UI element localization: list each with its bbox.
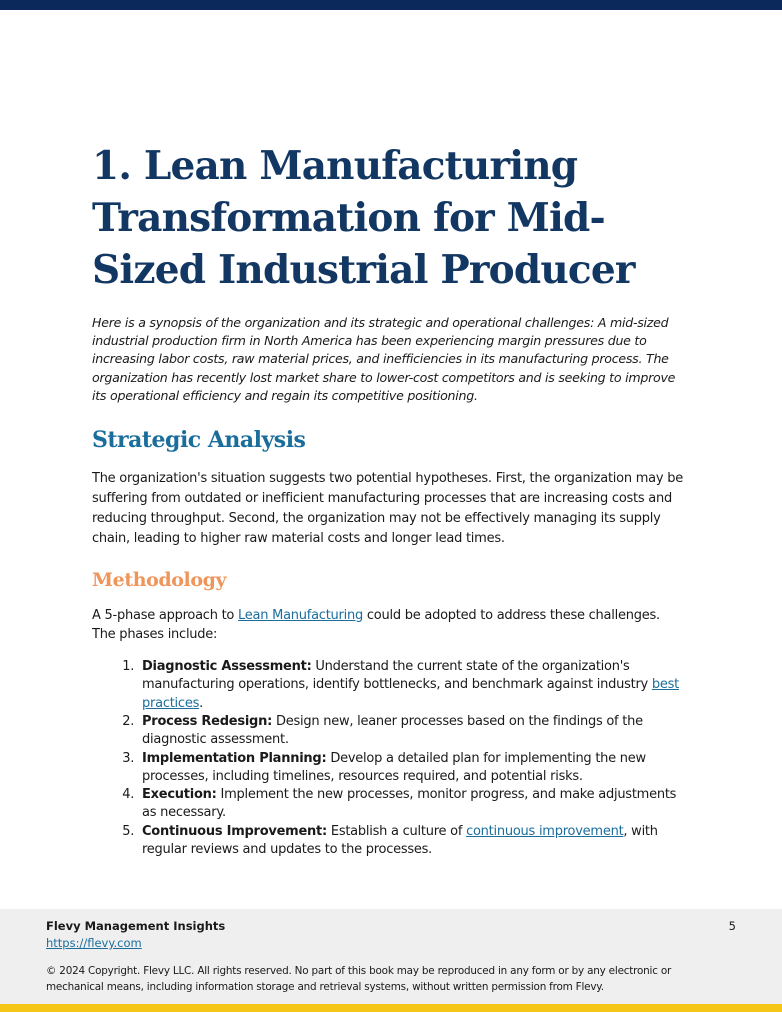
page-footer xyxy=(0,909,782,1004)
top-accent-bar xyxy=(0,0,782,10)
methodology-intro-text: A 5-phase approach to xyxy=(92,608,238,624)
synopsis-text: Here is a synopsis of the organization and its strategic and operational challenges: A mid-sized industrial production firm in North America has been experiencing margin pressures due to increasing labor costs, raw material prices, and inefficiencies in its manufacturing process. The organization has recently lost market share to lower-cost competitors and is seeking to improve its operational efficiency and regain its competitive positioning. xyxy=(92,315,676,403)
phase-title: Continuous Improvement: xyxy=(142,823,327,839)
footer-url-link[interactable]: https://flevy.com xyxy=(46,936,142,950)
page-number: 5 xyxy=(728,919,736,933)
phase-text-end: . xyxy=(199,695,203,711)
phase-title: Execution: xyxy=(142,787,217,803)
list-item xyxy=(138,823,687,860)
phase-text: Understand the current state of the organization's manufacturing operations, identify bottlenecks, and benchmark against industry xyxy=(142,659,652,693)
phase-text: Implement the new processes, monitor progress, and make adjustments as necessary. xyxy=(142,787,677,821)
methodology-intro xyxy=(92,607,687,644)
list-item xyxy=(138,658,687,713)
bottom-accent-bar xyxy=(0,1004,782,1012)
lean-manufacturing-link[interactable]: Lean Manufacturing xyxy=(238,608,363,624)
methodology-heading: Methodology xyxy=(92,569,227,592)
list-item xyxy=(138,713,687,750)
phase-list xyxy=(92,658,687,859)
strategic-analysis-heading: Strategic Analysis xyxy=(92,427,306,454)
best-practices-link[interactable]: best practices xyxy=(142,677,680,711)
list-item xyxy=(138,786,687,823)
phase-title: Diagnostic Assessment: xyxy=(142,659,312,675)
page-content xyxy=(92,140,687,859)
copyright-notice: © 2024 Copyright. Flevy LLC. All rights reserved. No part of this book may be reproduced in any form or by any electronic or mechanical means, including information storage and retrieval systems, without written permission from Flevy. xyxy=(46,965,672,993)
footer-brand: Flevy Management Insights xyxy=(46,919,226,933)
phase-text-end: , with regular reviews and updates to the processes. xyxy=(142,823,658,857)
strategic-analysis-body: The organization's situation suggests two potential hypotheses. First, the organization may be suffering from outdated or inefficient manufacturing processes that are increasing costs and reducing throughput. Second, the organization may not be effectively managing its supply chain, leading to higher raw material costs and longer lead times. xyxy=(92,471,683,547)
methodology-intro-text-end: could be adopted to address these challenges. The phases include: xyxy=(92,608,660,642)
continuous-improvement-link[interactable]: continuous improvement xyxy=(466,823,624,839)
page-title: 1. Lean Manufacturing Transformation for Mid-Sized Industrial Producer xyxy=(92,143,635,293)
phase-text: Develop a detailed plan for implementing the new processes, including timelines, resources required, and potential risks. xyxy=(142,750,646,784)
phase-text: Establish a culture of xyxy=(326,823,467,839)
phase-title: Implementation Planning: xyxy=(142,750,327,766)
phase-title: Process Redesign: xyxy=(142,713,273,729)
phase-text: Design new, leaner processes based on the findings of the diagnostic assessment. xyxy=(142,713,643,748)
list-item xyxy=(138,750,687,787)
